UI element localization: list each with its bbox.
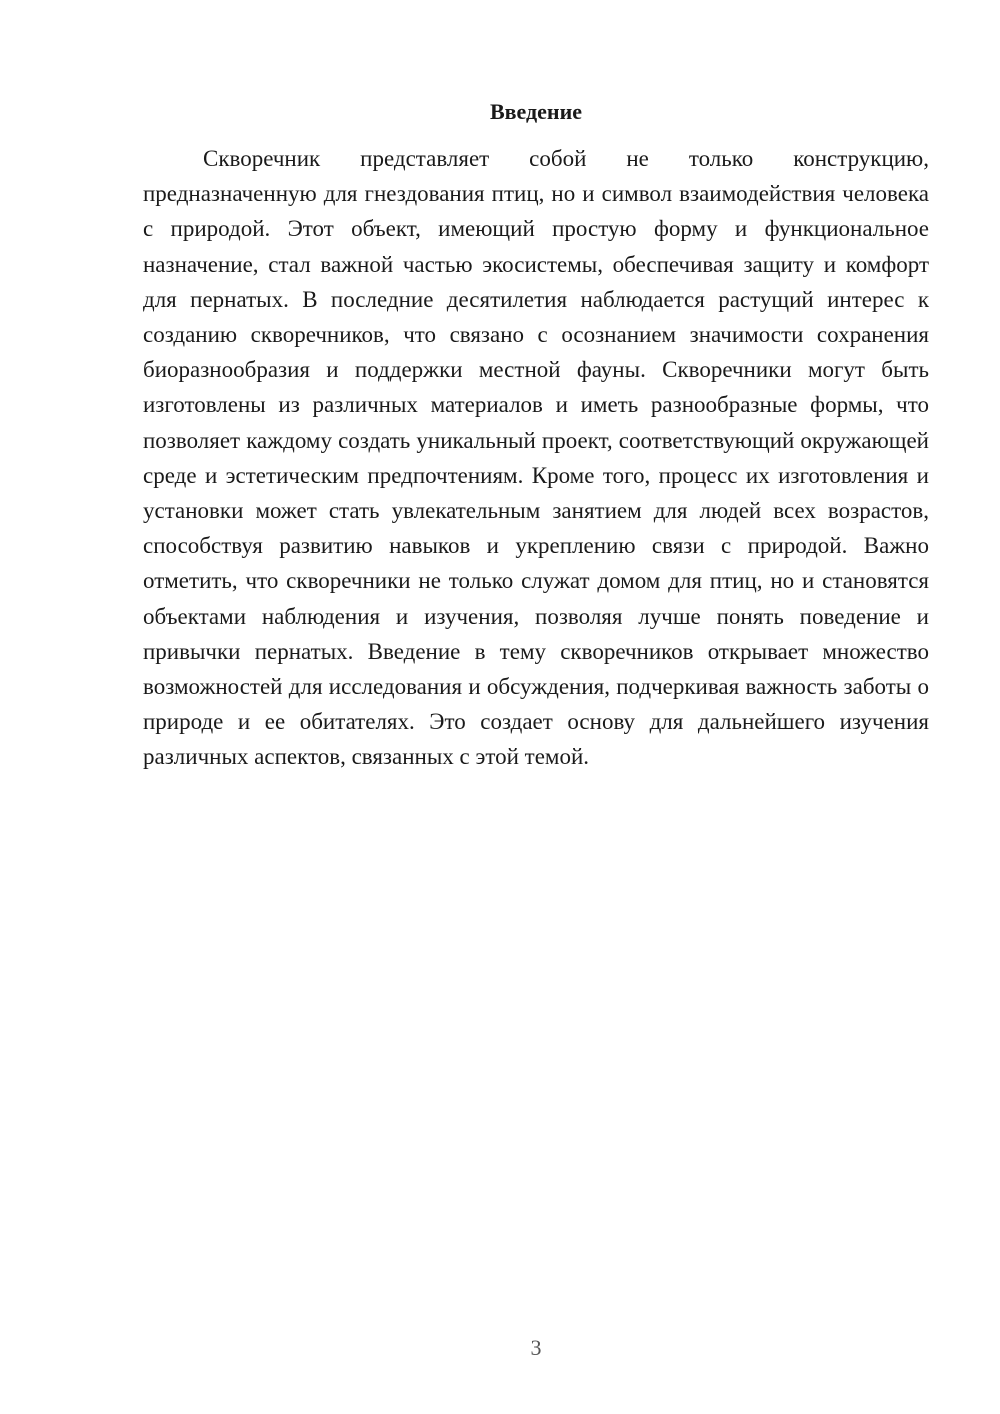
- body-paragraph: Скворечник представляет собой не только конструкцию, предназначенную для гнездования птиц, но и символ взаимодействия человека с природой. Этот объект, имеющий простую форму и функциональное назначение, стал важной частью экосистемы, обеспечивая защиту и комфорт для пернатых. В последние десятилетия наблюдается растущий интерес к созданию скворечников, что связано с осознанием значимости сохранения биоразнообразия и поддержки местной фауны. Скворечники могут быть изготовлены из различных материалов и иметь разнообразные формы, что позволяет каждому создать уникальный проект, соответствующий окружающей среде и эстетическим предпочтениям. Кроме того, процесс их изготовления и установки может стать увлекательным занятием для людей всех возрастов, способствуя развитию навыков и укреплению связи с природой. Важно отметить, что скворечники не только служат домом для птиц, но и становятся объектами наблюдения и изучения, позволяя лучше понять поведение и привычки пернатых. Введение в тему скворечников открывает множество возможностей для исследования и обсуждения, подчеркивая важность заботы о природе и ее обитателях. Это создает основу для дальнейшего изучения различных аспектов, связанных с этой темой.: [143, 146, 929, 770]
- page-number: 3: [530, 1335, 542, 1360]
- section-heading: Введение: [489, 99, 583, 124]
